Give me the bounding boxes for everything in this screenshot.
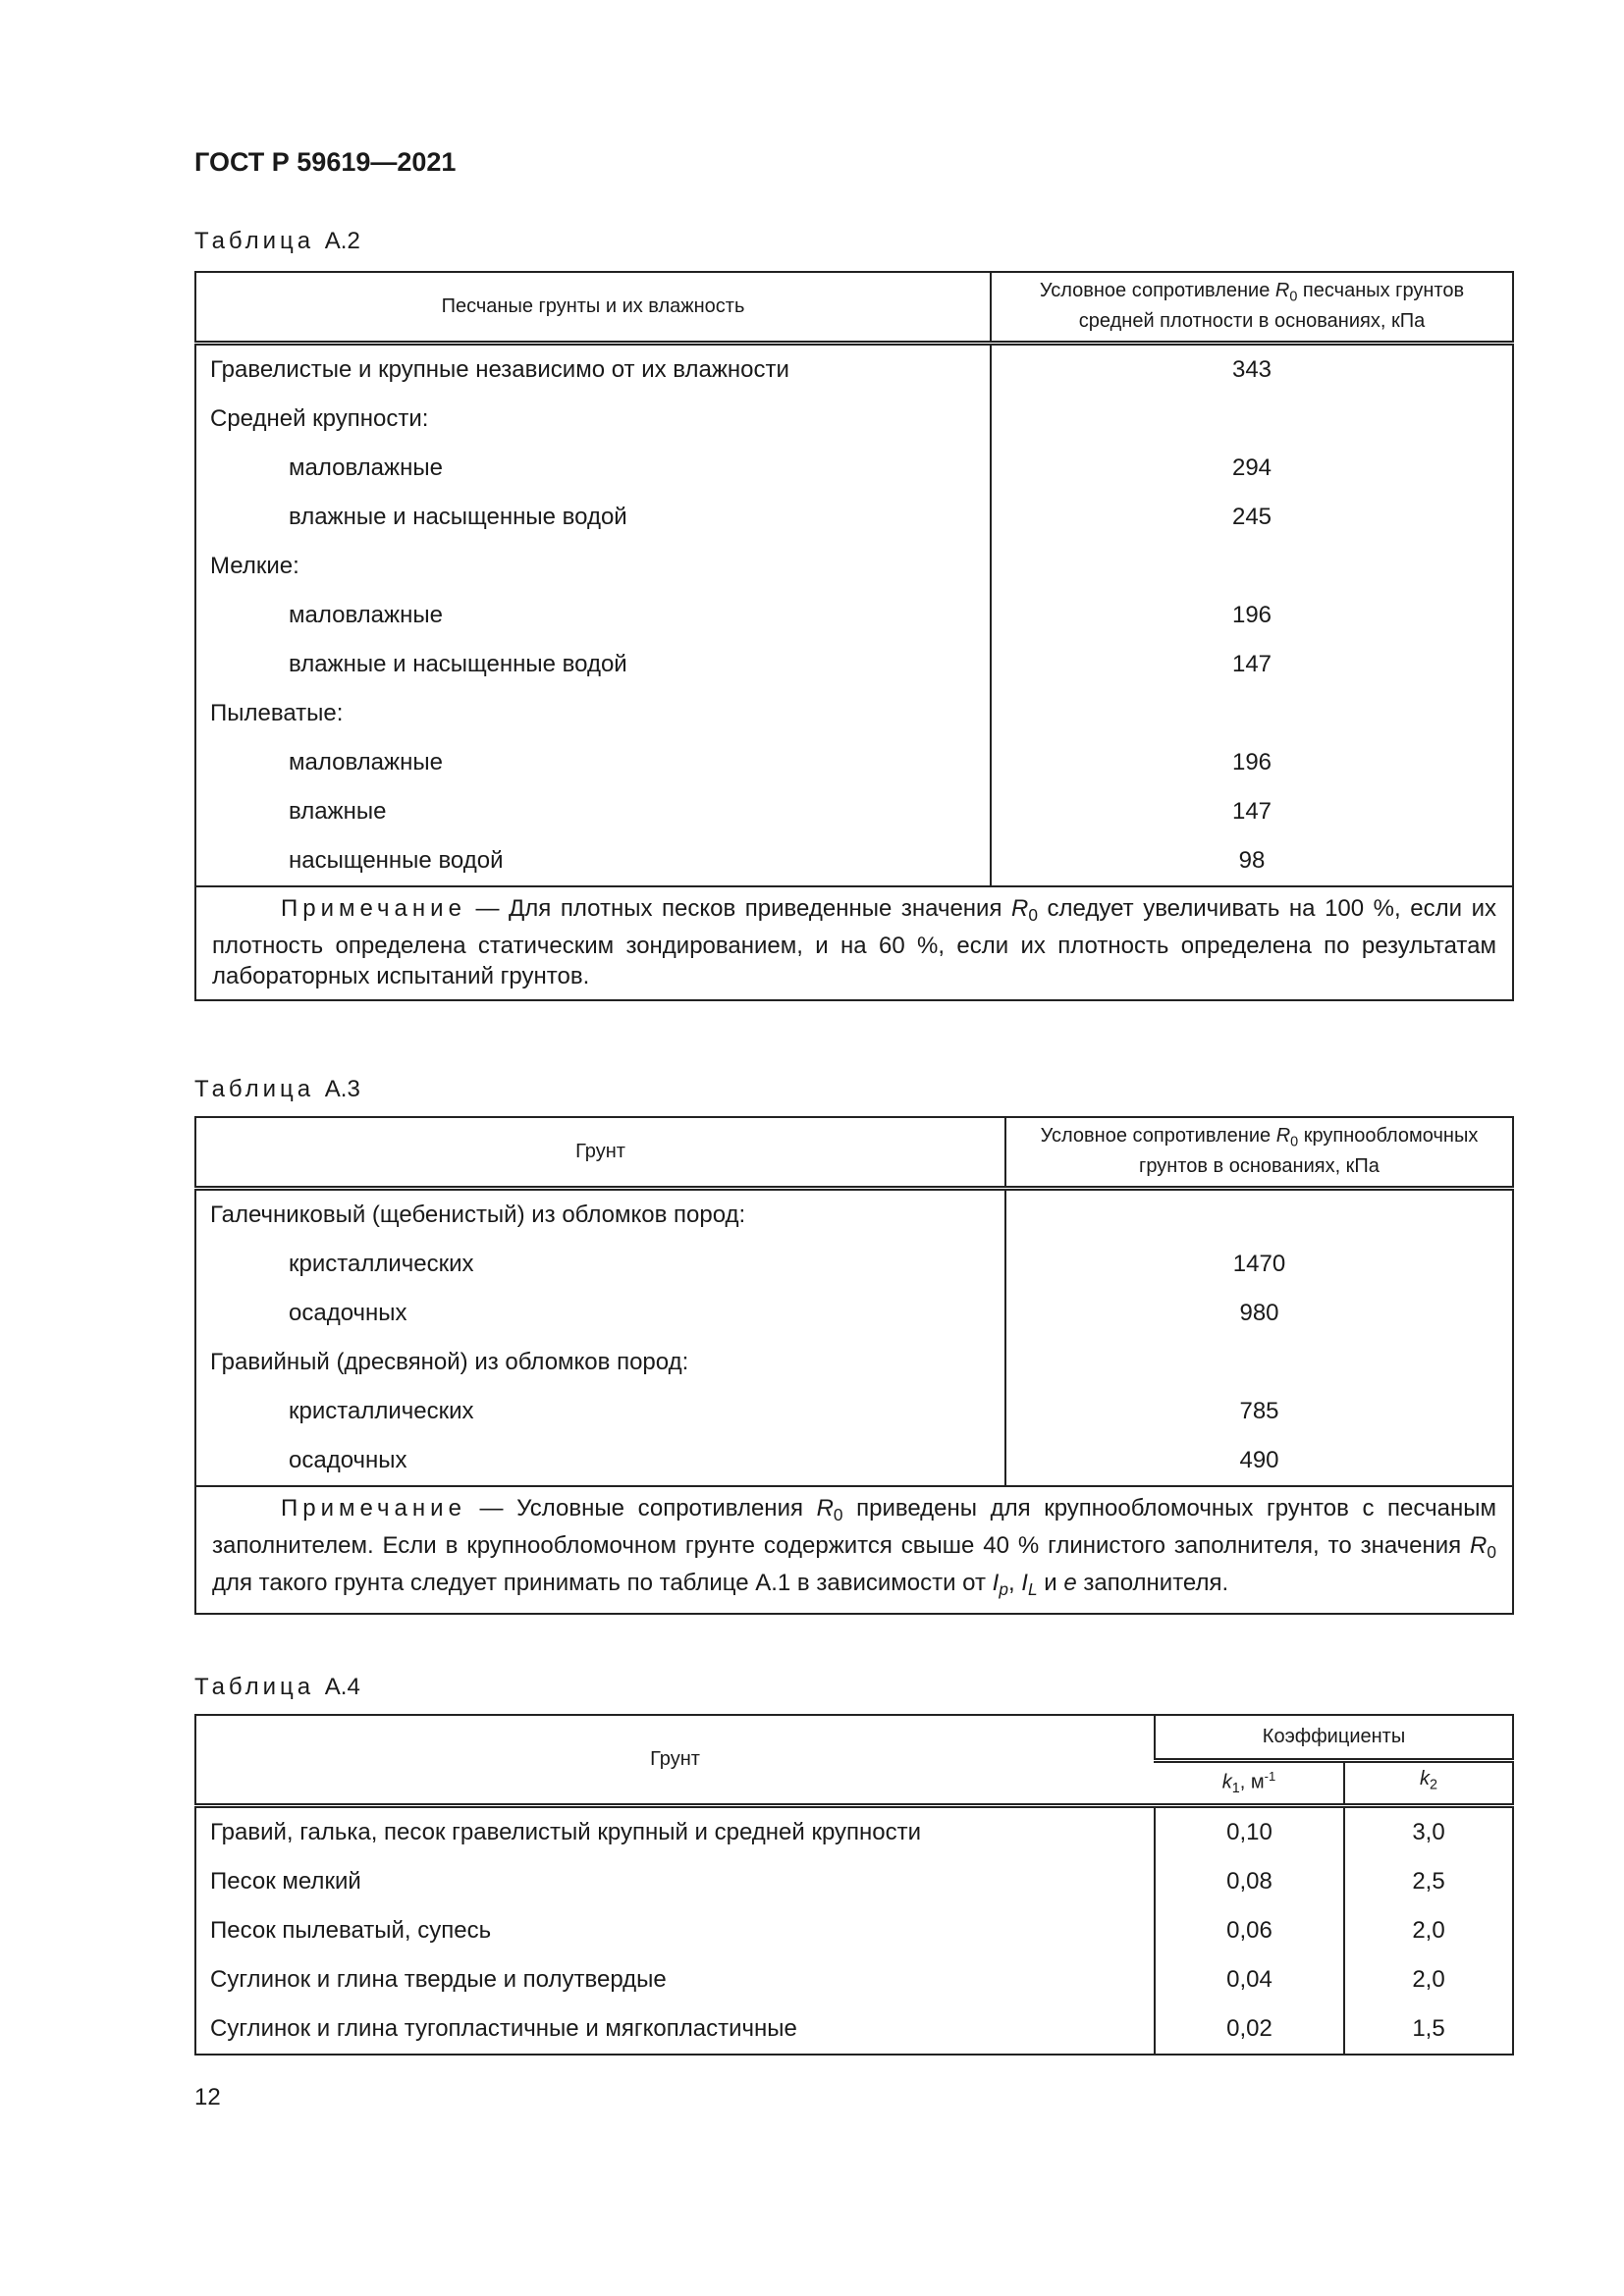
resistance-value-cell: 196 <box>991 591 1513 640</box>
soil-cell: Суглинок и глина тугопластичные и мягкопластичные <box>210 2014 797 2042</box>
document-header: ГОСТ Р 59619—2021 <box>194 147 457 177</box>
soil-cell: Галечниковый (щебенистый) из обломков пород: <box>210 1201 746 1228</box>
table-word: Таблица <box>194 1674 315 1700</box>
table-row <box>195 1387 1513 1436</box>
table-word: Таблица <box>194 228 315 254</box>
soil-cell: Песок мелкий <box>210 1867 361 1895</box>
soil-cell: влажные и насыщенные водой <box>289 650 627 677</box>
soil-cell: Средней крупности: <box>210 404 429 432</box>
table-a3 <box>194 1116 1514 1615</box>
soil-cell: Гравийный (дресвяной) из обломков пород: <box>210 1348 689 1375</box>
column-header-soil: Грунт <box>195 1117 1005 1188</box>
resistance-value-cell <box>991 542 1513 591</box>
column-header-soil: Грунт <box>195 1715 1155 1805</box>
resistance-value-cell: 1470 <box>1005 1240 1513 1289</box>
table-a4-title <box>194 1674 360 1701</box>
resistance-value-cell: 294 <box>991 444 1513 493</box>
resistance-value-cell <box>991 395 1513 444</box>
table-word: Таблица <box>194 1076 315 1102</box>
note-label: Примечание <box>281 1494 466 1522</box>
soil-cell: Пылеватые: <box>210 699 344 726</box>
table-number: А.3 <box>324 1076 360 1102</box>
column-header-coefficients: Коэффициенты <box>1155 1715 1513 1760</box>
table-row <box>195 1436 1513 1486</box>
column-header-soil: Песчаные грунты и их влажность <box>195 272 991 343</box>
table-row <box>195 738 1513 787</box>
soil-cell: Гравелистые и крупные независимо от их влажности <box>210 355 789 383</box>
k2-value-cell: 2,0 <box>1344 1955 1513 2004</box>
page-number: 12 <box>194 2084 221 2110</box>
table-row <box>195 689 1513 738</box>
note-label: Примечание <box>281 894 466 922</box>
resistance-value-cell <box>1005 1188 1513 1240</box>
soil-cell: Суглинок и глина твердые и полутвердые <box>210 1965 667 1993</box>
table-a2-body <box>195 343 1513 886</box>
soil-cell: влажные <box>289 797 387 825</box>
resistance-value-cell <box>991 689 1513 738</box>
table-number: А.2 <box>324 228 360 254</box>
resistance-value-cell: 980 <box>1005 1289 1513 1338</box>
soil-cell: кристаллических <box>289 1397 474 1424</box>
table-a4 <box>194 1714 1514 2056</box>
soil-cell: маловлажные <box>289 748 443 775</box>
k2-value-cell: 2,5 <box>1344 1857 1513 1906</box>
table-a2-title <box>194 228 360 255</box>
table-row <box>195 1188 1513 1240</box>
resistance-value-cell <box>1005 1338 1513 1387</box>
resistance-value-cell: 147 <box>991 640 1513 689</box>
table-row <box>195 493 1513 542</box>
soil-cell: Мелкие: <box>210 552 299 579</box>
soil-cell: насыщенные водой <box>289 846 504 874</box>
table-row <box>195 1955 1513 2004</box>
soil-cell: влажные и насыщенные водой <box>289 503 627 530</box>
table-row <box>195 787 1513 836</box>
column-header-resistance: Условное сопротивление $R_0$ крупнообломочных грунтов в основаниях, кПа <box>1005 1117 1513 1188</box>
resistance-value-cell: 490 <box>1005 1436 1513 1486</box>
column-header-k2: $k_2$ <box>1344 1760 1513 1805</box>
table-row <box>195 2004 1513 2055</box>
table-row <box>195 836 1513 886</box>
soil-cell: осадочных <box>289 1299 407 1326</box>
k1-value-cell: 0,04 <box>1155 1955 1344 2004</box>
k2-value-cell: 3,0 <box>1344 1805 1513 1857</box>
soil-cell: осадочных <box>289 1446 407 1473</box>
table-row <box>195 395 1513 444</box>
table-a3-body <box>195 1188 1513 1486</box>
table-row <box>195 640 1513 689</box>
soil-cell: Гравий, галька, песок гравелистый крупный и средней крупности <box>210 1818 922 1845</box>
table-note: Примечание — Для плотных песков приведенные значения $R_0$ следует увеличивать на 100 %, если их плотность определена статическим зондированием, и на 60 %, если их плотность определена по результатам лабораторных испытаний грунтов. <box>195 886 1513 1000</box>
k1-value-cell: 0,02 <box>1155 2004 1344 2055</box>
table-row <box>195 1857 1513 1906</box>
table-row <box>195 444 1513 493</box>
table-row <box>195 1338 1513 1387</box>
table-row <box>195 591 1513 640</box>
table-row <box>195 1805 1513 1857</box>
resistance-value-cell: 785 <box>1005 1387 1513 1436</box>
resistance-value-cell: 245 <box>991 493 1513 542</box>
table-a4-body <box>195 1805 1513 2055</box>
table-row <box>195 542 1513 591</box>
k1-value-cell: 0,06 <box>1155 1906 1344 1955</box>
column-header-k1: $k_1$, $м^{-1}$ <box>1155 1760 1344 1805</box>
resistance-value-cell: 196 <box>991 738 1513 787</box>
k1-value-cell: 0,10 <box>1155 1805 1344 1857</box>
table-row <box>195 1289 1513 1338</box>
table-a2 <box>194 271 1514 1001</box>
resistance-value-cell: 147 <box>991 787 1513 836</box>
resistance-value-cell: 98 <box>991 836 1513 886</box>
soil-cell: маловлажные <box>289 454 443 481</box>
soil-cell: маловлажные <box>289 601 443 628</box>
table-note: Примечание — Условные сопротивления $R_0$ приведены для крупнообломочных грунтов с песчаным заполнителем. Если в крупнообломочном грунте содержится свыше 40 % глинистого заполнителя, то значения $R_0$ для такого грунта следует принимать по таблице А.1 в зависимости от $I_p$, $I_L$ и e заполнителя. <box>195 1486 1513 1615</box>
table-row <box>195 1906 1513 1955</box>
table-row <box>195 343 1513 395</box>
resistance-value-cell: 343 <box>991 343 1513 395</box>
table-row <box>195 1240 1513 1289</box>
table-number: А.4 <box>324 1674 360 1700</box>
k1-value-cell: 0,08 <box>1155 1857 1344 1906</box>
soil-cell: кристаллических <box>289 1250 474 1277</box>
table-a3-title <box>194 1076 360 1103</box>
k2-value-cell: 1,5 <box>1344 2004 1513 2055</box>
column-header-resistance: Условное сопротивление $R_0$ песчаных грунтов средней плотности в основаниях, кПа <box>991 272 1513 343</box>
k2-value-cell: 2,0 <box>1344 1906 1513 1955</box>
soil-cell: Песок пылеватый, супесь <box>210 1916 492 1944</box>
